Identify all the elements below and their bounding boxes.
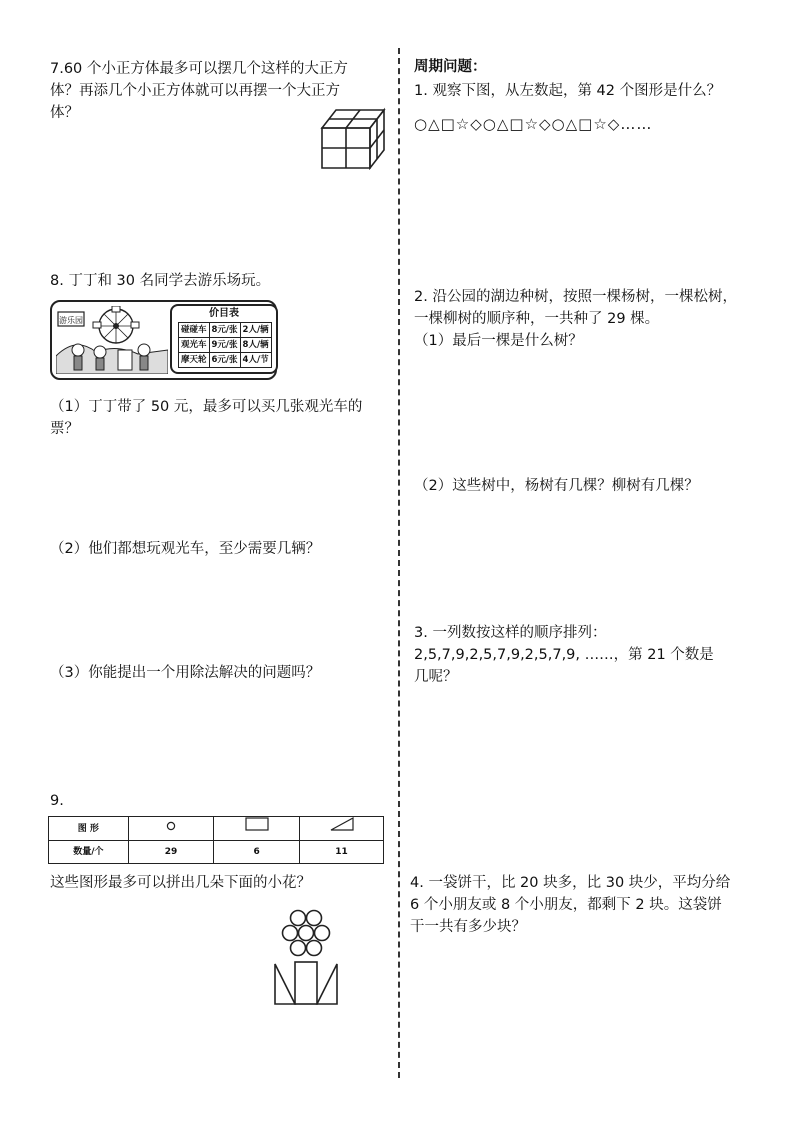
price-cell: 碰碰车: [179, 323, 210, 338]
rectangle-icon: [214, 817, 300, 841]
price-row: [179, 353, 272, 368]
price-list-title: 价目表: [209, 308, 239, 319]
q7-line2: 体？再添几个小正方体就可以再摆一个大正方: [50, 83, 340, 99]
q9-number: 9.: [50, 793, 64, 809]
flower-of-shapes-icon: [270, 908, 350, 1008]
p4-line1: 4. 一袋饼干，比 20 块多，比 30 块少，平均分给: [410, 875, 731, 891]
section-heading: 周期问题：: [414, 59, 487, 75]
table-row: [49, 841, 384, 864]
count-label: 数量/个: [49, 841, 129, 864]
price-list-card: [170, 304, 278, 374]
p1-question: 1. 观察下图，从左数起，第 42 个图形是什么？: [414, 83, 722, 99]
q8-sub1-line2: 票？: [50, 421, 79, 437]
table-row: [49, 817, 384, 841]
triangle-icon: [300, 817, 384, 841]
price-cell: 8人/辆: [240, 338, 271, 353]
q7-line3: 体？: [50, 105, 79, 121]
price-list-table: [178, 322, 272, 368]
price-cell: 8元/张: [209, 323, 240, 338]
p2-sub1: （1）最后一棵是什么树？: [414, 333, 583, 349]
column-divider: [398, 48, 400, 1078]
q8-sub2: （2）他们都想玩观光车，至少需要几辆？: [50, 541, 321, 557]
price-row: [179, 338, 272, 353]
rectangle-count: 6: [214, 841, 300, 864]
q8-sub3: （3）你能提出一个用除法解决的问题吗？: [50, 665, 321, 681]
shape-header-label: 图 形: [49, 817, 129, 841]
cube-2x2x2-icon: [318, 104, 390, 170]
price-cell: 6元/张: [209, 353, 240, 368]
price-cell: 9元/张: [209, 338, 240, 353]
p1-shape-sequence: ○△□☆◇○△□☆◇○△□☆◇……: [414, 115, 653, 133]
p3-line3: 几呢？: [414, 669, 458, 685]
price-cell: 观光车: [179, 338, 210, 353]
p2-sub2: （2）这些树中，杨树有几棵？柳树有几棵？: [414, 478, 699, 494]
circle-count: 29: [128, 841, 214, 864]
triangle-count: 11: [300, 841, 384, 864]
p3-line1: 3. 一列数按这样的顺序排列：: [414, 625, 607, 641]
price-row: [179, 323, 272, 338]
price-cell: 4人/节: [240, 353, 271, 368]
shape-count-table: [48, 816, 384, 864]
p2-line1: 2. 沿公园的湖边种树，按照一棵杨树，一棵松树，: [414, 289, 737, 305]
ferris-wheel-scene-icon: [56, 306, 168, 374]
price-cell: 2人/辆: [240, 323, 271, 338]
p4-line3: 干一共有多少块？: [410, 919, 526, 935]
circle-icon: [128, 817, 214, 841]
p4-line2: 6 个小朋友或 8 个小朋友，都剩下 2 块。这袋饼: [410, 897, 722, 913]
price-cell: 摩天轮: [179, 353, 210, 368]
p2-line2: 一棵柳树的顺序种，一共种了 29 棵。: [414, 311, 660, 327]
park-sign-text: 游乐园: [59, 316, 83, 325]
q8-intro: 8. 丁丁和 30 名同学去游乐场玩。: [50, 273, 271, 289]
q9-question: 这些图形最多可以拼出几朵下面的小花？: [50, 875, 311, 891]
q8-sub1-line1: （1）丁丁带了 50 元，最多可以买几张观光车的: [50, 399, 363, 415]
q7-line1: 7.60 个小正方体最多可以摆几个这样的大正方: [50, 61, 348, 77]
p3-line2: 2,5,7,9,2,5,7,9,2,5,7,9, ……，第 21 个数是: [414, 647, 714, 663]
